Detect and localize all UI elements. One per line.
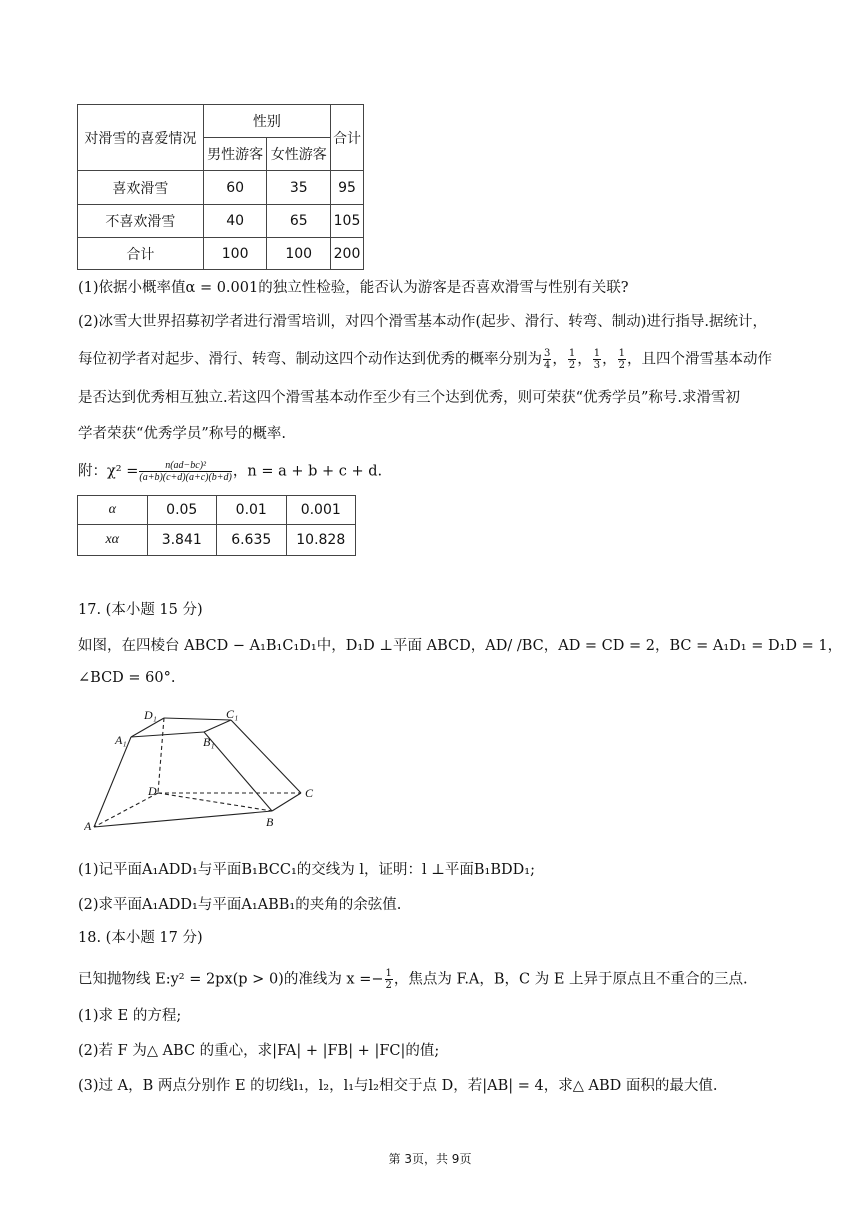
q17-line1: 如图，在四棱台 ABCD − A₁B₁C₁D₁中，D₁D ⊥平面 ABCD，AD/ /BC，AD = CD = 2，BC = A₁D₁ = D₁D = 1， — [78, 638, 843, 654]
q16-part2-line4: 学者荣获“优秀学员”称号的概率. — [78, 426, 286, 442]
label-a1: A₁ — [115, 733, 127, 747]
q17-heading: 17. (本小题 15 分) — [78, 602, 203, 618]
label-d1: D₁ — [144, 708, 157, 722]
alpha-label: α — [78, 496, 148, 525]
q18-line1b: ，焦点为 F.A，B，C 为 E 上异于原点且不重合的三点. — [393, 971, 748, 988]
edge-a1a — [94, 737, 131, 827]
q16-part2-line2a: 每位初学者对起步、滑行、转弯、制动这四个动作达到优秀的概率分别为 — [78, 351, 542, 368]
table-header-cell: 对滑雪的喜爱情况 — [78, 105, 204, 171]
frustum-figure — [84, 706, 324, 836]
appendix-prefix: 附：χ² = — [78, 463, 139, 480]
fraction: $\frac{1}{3}$ — [593, 348, 601, 371]
table-row — [78, 171, 364, 205]
label-c: C — [305, 786, 314, 800]
q18-part1: (1)求 E 的方程; — [78, 1008, 182, 1024]
label-b: B — [266, 815, 274, 829]
q16-part2-line1: (2)冰雪大世界招募初学者进行滑雪培训，对四个滑雪基本动作(起步、滑行、转弯、制动)进行指导.据统计， — [78, 314, 767, 330]
q16-part2-line3: 是否达到优秀相互独立.若这四个滑雪基本动作至少有三个达到优秀，则可荣获“优秀学员”称号.求滑雪初 — [78, 390, 741, 406]
fraction: $\frac{3}{4}$ — [544, 348, 551, 371]
table-cell: 3.841 — [147, 525, 217, 556]
table-cell: 100 — [267, 238, 331, 270]
table-cell: 200 — [331, 238, 364, 270]
table-cell: 95 — [331, 171, 364, 205]
edge-a1b1 — [131, 732, 204, 737]
table-cell: 105 — [331, 205, 364, 238]
edge-b1c1 — [204, 720, 231, 732]
q18-part2: (2)若 F 为△ ABC 的重心，求|FA| + |FB| + |FC|的值; — [78, 1043, 440, 1059]
q16-part1: (1)依据小概率值α = 0.001的独立性检验，能否认为游客是否喜欢滑雪与性别有关联? — [78, 280, 629, 296]
table-row — [78, 205, 364, 238]
table-cell: 35 — [267, 171, 331, 205]
q17-part1: (1)记平面A₁ADD₁与平面B₁BCC₁的交线为 l，证明：l ⊥平面B₁BDD₁; — [78, 862, 535, 878]
q18-heading: 18. (本小题 17 分) — [78, 930, 203, 946]
table-cell: 6.635 — [217, 525, 287, 556]
fraction: $\frac{1}{2}$ — [385, 968, 392, 991]
table-header-cell: 性别 — [203, 105, 330, 138]
edge-bc — [272, 793, 301, 811]
table-cell: 不喜欢滑雪 — [78, 205, 204, 238]
table-cell: 0.05 — [147, 496, 217, 525]
label-c1: C₁ — [226, 707, 239, 721]
fraction: $\frac{1}{2}$ — [618, 348, 625, 371]
x-alpha-label: xα — [78, 525, 148, 556]
q18-line1 — [78, 968, 748, 991]
chi-square-formula: $\frac{\text{n(ad−bc)²}}{(a+b)(c+d)(a+c)(b+d)}$ — [139, 460, 232, 483]
table-cell: 10.828 — [286, 525, 356, 556]
label-b1: B₁ — [203, 735, 215, 749]
table-row — [78, 496, 356, 525]
q16-part2-line2: 每位初学者对起步、滑行、转弯、制动这四个动作达到优秀的概率分别为 $\frac{3}{4}$ ， $\frac{1}{2}$ ， $\frac{1}{3}$ ， $\frac{1}{2}$ ，且四个滑雪基本动作 — [78, 348, 772, 371]
q18-part3: (3)过 A，B 两点分别作 E 的切线l₁，l₂，l₁与l₂相交于点 D，若|AB| = 4，求△ ABD 面积的最大值. — [78, 1078, 718, 1094]
edge-c1c — [231, 720, 301, 793]
label-d: D — [148, 784, 157, 798]
q16-part2-line2b: ，且四个滑雪基本动作 — [627, 351, 772, 368]
page-footer: 第 3页，共 9页 — [388, 1152, 472, 1166]
table-cell: 0.01 — [217, 496, 287, 525]
q17-line2: ∠BCD = 60°. — [78, 670, 176, 686]
table-cell: 合计 — [78, 238, 204, 270]
table-cell: 喜欢滑雪 — [78, 171, 204, 205]
edge-d1c1 — [164, 718, 231, 720]
q18-line1a: 已知抛物线 E:y² = 2px(p > 0)的准线为 x =− — [78, 971, 384, 988]
table-cell: 0.001 — [286, 496, 356, 525]
table-cell: 100 — [203, 238, 267, 270]
label-a: A — [84, 819, 92, 833]
q16-appendix — [78, 460, 382, 483]
table-header-cell: 女性游客 — [267, 138, 331, 171]
edge-db — [158, 793, 272, 811]
table-row — [78, 238, 364, 270]
table-header-cell: 男性游客 — [203, 138, 267, 171]
contingency-table — [77, 104, 364, 270]
fraction: $\frac{1}{2}$ — [568, 348, 576, 371]
table-row — [78, 525, 356, 556]
appendix-suffix: ，n = a + b + c + d. — [232, 463, 383, 480]
table-header-cell: 合计 — [331, 105, 364, 171]
table-cell: 60 — [203, 171, 267, 205]
critical-value-table — [77, 495, 356, 556]
edge-d1d — [158, 718, 164, 793]
table-cell: 65 — [267, 205, 331, 238]
q17-part2: (2)求平面A₁ADD₁与平面A₁ABB₁的夹角的余弦值. — [78, 897, 402, 913]
table-cell: 40 — [203, 205, 267, 238]
